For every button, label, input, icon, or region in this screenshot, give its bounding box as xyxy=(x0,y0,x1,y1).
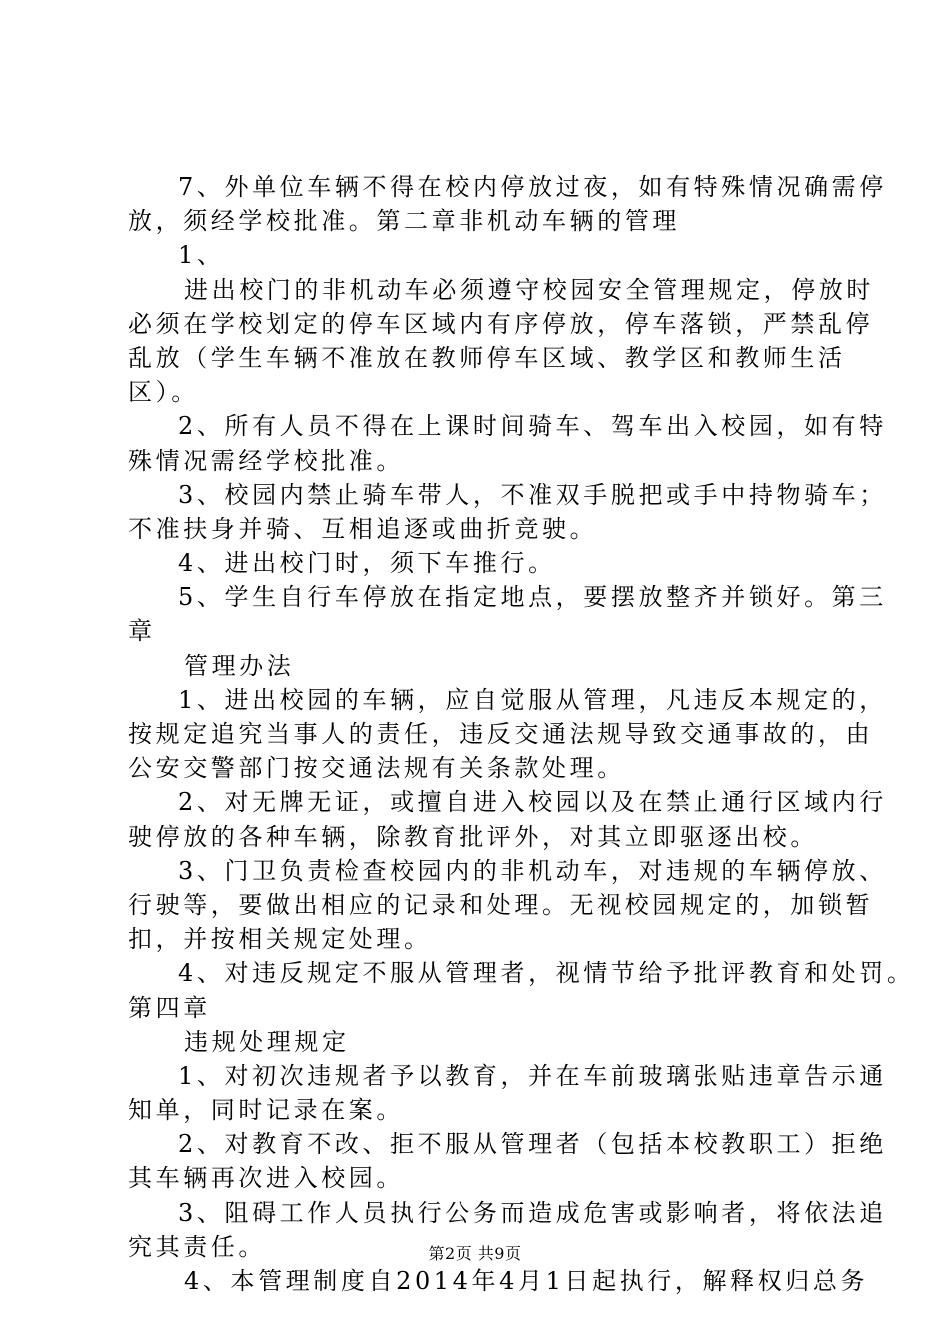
paragraph-line: 不准扶身并骑、互相追逐或曲折竞驶。 xyxy=(128,514,598,543)
paragraph-line: 进出校门的非机动车必须遵守校园安全管理规定，停放时 xyxy=(184,275,874,304)
paragraph-line: 4、本管理制度自2014年4月1日起执行，解释权归总务 xyxy=(184,1267,869,1295)
paragraph-line: 3、阻碍工作人员执行公务而造成危害或影响者，将依法追 xyxy=(178,1198,887,1227)
paragraph-line: 4、进出校门时，须下车推行。 xyxy=(178,549,556,578)
section-heading: 违规处理规定 xyxy=(184,1027,350,1056)
page-number-footer: 第2页 共9页 xyxy=(428,1244,522,1263)
paragraph-line: 2、对无牌无证，或擅自进入校园以及在禁止通行区域内行 xyxy=(178,788,887,817)
paragraph-line: 必须在学校划定的停车区域内有序停放，停车落锁，严禁乱停 xyxy=(128,309,874,338)
paragraph-line: 4、对违反规定不服从管理者，视情节给予批评教育和处罚。 xyxy=(178,959,915,988)
paragraph-line: 扣，并按相关规定处理。 xyxy=(128,925,432,954)
paragraph-line: 究其责任。 xyxy=(128,1232,266,1261)
paragraph-line: 区）。 xyxy=(128,378,199,407)
paragraph-line: 3、门卫负责检查校园内的非机动车，对违规的车辆停放、 xyxy=(178,856,887,885)
paragraph-line: 1、 xyxy=(178,241,225,270)
paragraph-line: 章 xyxy=(128,617,156,646)
paragraph-line: 3、校园内禁止骑车带人，不准双手脱把或手中持物骑车； xyxy=(178,480,887,509)
paragraph-line: 1、进出校园的车辆，应自觉服从管理，凡违反本规定的， xyxy=(178,685,887,714)
paragraph-line: 2、所有人员不得在上课时间骑车、驾车出入校园，如有特 xyxy=(178,412,887,441)
paragraph-line: 1、对初次违规者予以教育，并在车前玻璃张贴违章告示通 xyxy=(178,1061,887,1090)
paragraph-line: 行驶等，要做出相应的记录和处理。无视校园规定的，加锁暂 xyxy=(128,890,874,919)
paragraph-line: 殊情况需经学校批准。 xyxy=(128,446,404,475)
paragraph-line: 按规定追究当事人的责任，违反交通法规导致交通事故的，由 xyxy=(128,720,874,748)
section-heading: 管理办法 xyxy=(184,651,295,680)
paragraph-line: 驶停放的各种车辆，除教育批评外，对其立即驱逐出校。 xyxy=(128,822,818,851)
paragraph-line: 2、对教育不改、拒不服从管理者（包括本校教职工）拒绝 xyxy=(178,1130,887,1159)
document-body xyxy=(128,170,915,1298)
paragraph-line: 5、学生自行车停放在指定地点，要摆放整齐并锁好。第三 xyxy=(178,583,887,612)
paragraph-line: 公安交警部门按交通法规有关条款处理。 xyxy=(128,754,625,783)
paragraph-line: 知单，同时记录在案。 xyxy=(128,1096,404,1125)
chapter-heading: 第四章 xyxy=(128,993,211,1022)
paragraph-line: 7、外单位车辆不得在校内停放过夜，如有特殊情况确需停 xyxy=(178,173,887,201)
paragraph-line: 其车辆再次进入校园。 xyxy=(128,1164,404,1193)
paragraph-line: 乱放（学生车辆不准放在教师停车区域、教学区和教师生活 xyxy=(128,343,846,372)
paragraph-line: 放，须经学校批准。第二章非机动车辆的管理 xyxy=(128,207,680,236)
